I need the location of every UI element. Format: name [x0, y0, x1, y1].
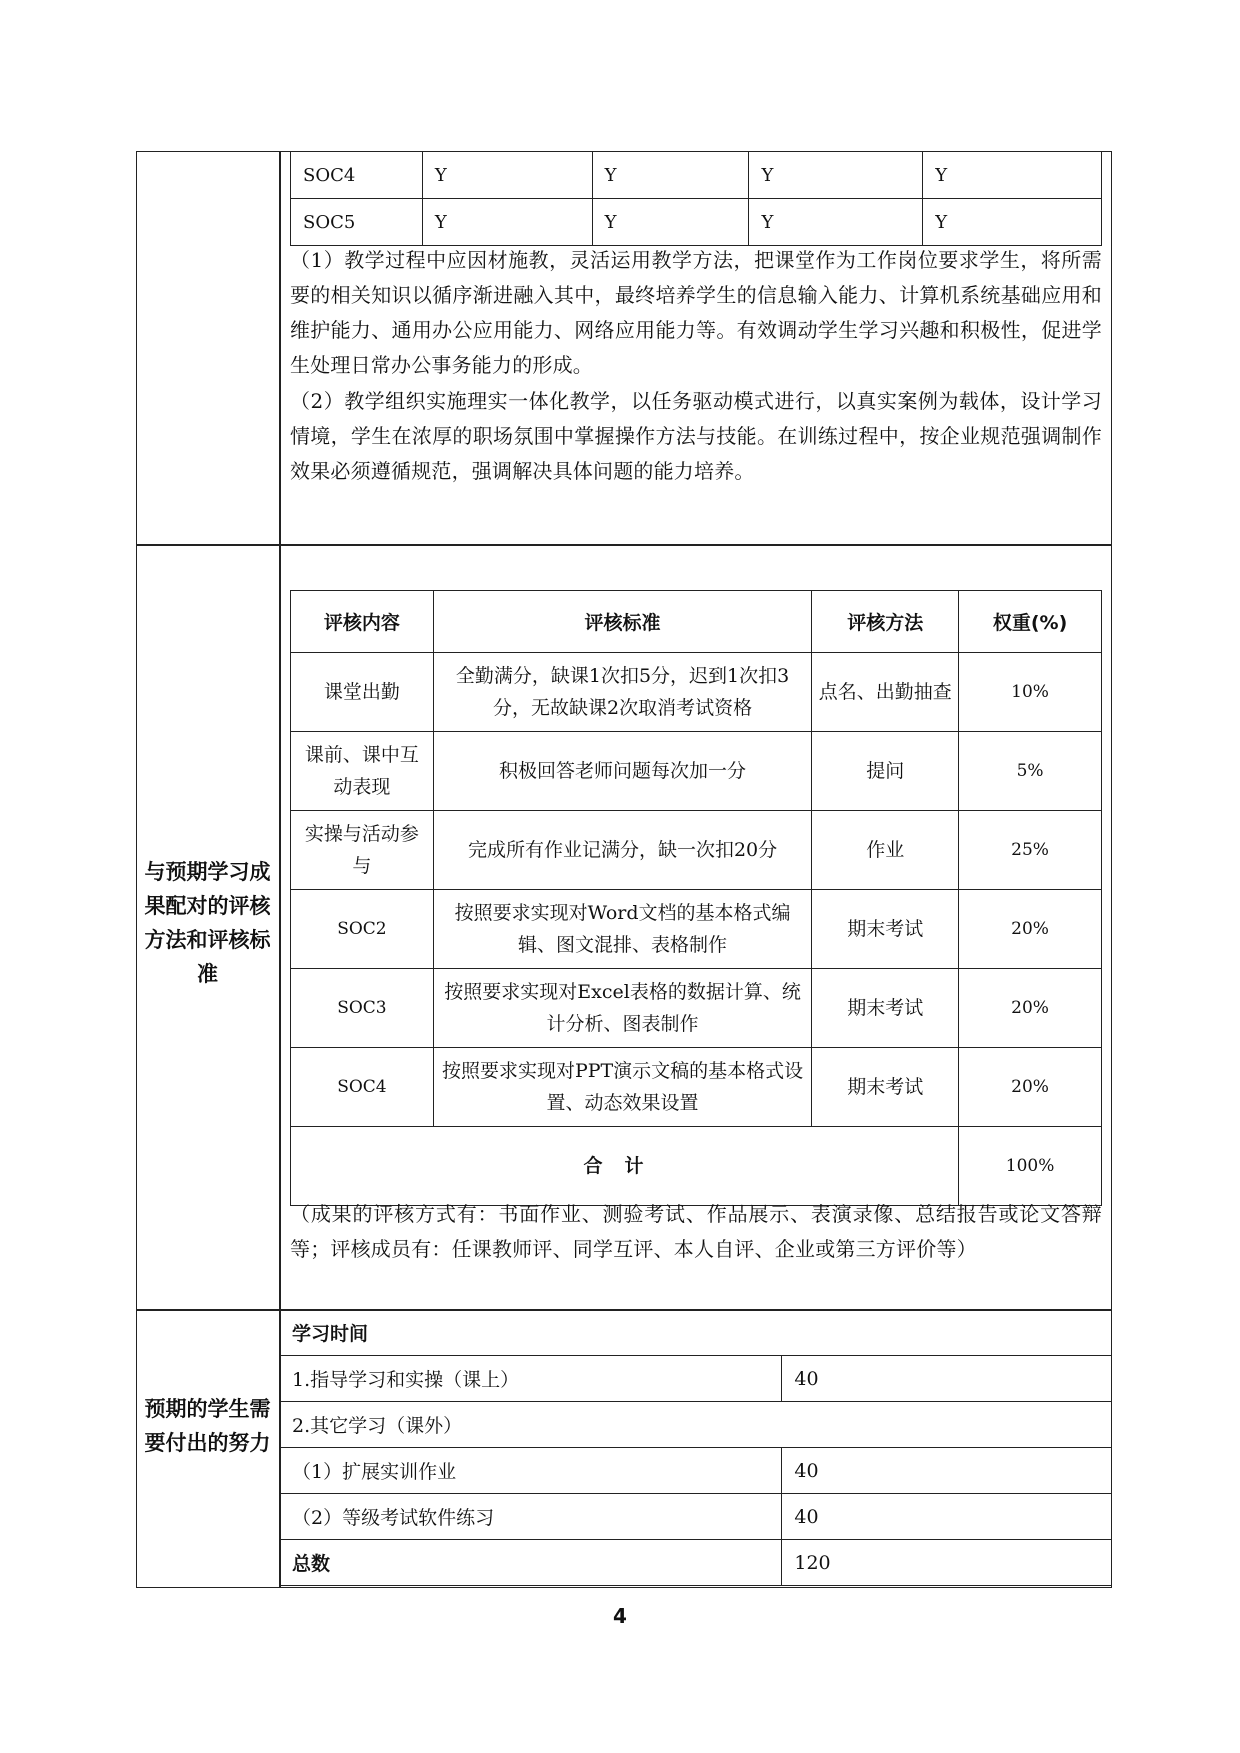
soc-label: SOC5 — [291, 199, 423, 246]
table-row — [280, 1310, 1112, 1356]
table-total-row — [280, 1540, 1112, 1586]
effort-table — [279, 1309, 1112, 1586]
effort-label: （1）扩展实训作业 — [280, 1448, 782, 1494]
assessment-weight: 5% — [959, 732, 1102, 811]
assessment-table — [290, 590, 1102, 1206]
table-total-row — [291, 1127, 1102, 1206]
column-header: 评核方法 — [812, 591, 959, 653]
soc-cell: Y — [749, 199, 923, 246]
table-row — [291, 1048, 1102, 1127]
total-value: 100% — [959, 1127, 1102, 1206]
teaching-paragraph-2: （2）教学组织实施理实一体化教学，以任务驱动模式进行，以真实案例为载体，设计学习情境，学生在浓厚的职场氛围中掌握操作方法与技能。在训练过程中，按企业规范强调制作效果必须遵循规范，强调解决具体问题的能力培养。 — [290, 389, 1102, 483]
effort-title: 学习时间 — [280, 1310, 1112, 1356]
column-header: 评核标准 — [433, 591, 811, 653]
assessment-content: SOC2 — [291, 890, 434, 969]
assessment-method: 作业 — [812, 811, 959, 890]
teaching-paragraph-1: （1）教学过程中应因材施教，灵活运用教学方法，把课堂作为工作岗位要求学生，将所需要的相关知识以循序渐进融入其中，最终培养学生的信息输入能力、计算机系统基础应用和维护能力、通用办公应用能力、网络应用能力等。有效调动学生学习兴趣和积极性，促进学生处理日常办公事务能力的形成。 — [290, 248, 1102, 377]
assessment-content: 课堂出勤 — [291, 653, 434, 732]
table-header-row — [291, 591, 1102, 653]
table-row — [280, 1448, 1112, 1494]
effort-label: （2）等级考试软件练习 — [280, 1494, 782, 1540]
table-row — [291, 199, 1102, 246]
table-row — [291, 890, 1102, 969]
soc-cell: Y — [592, 199, 749, 246]
assessment-weight: 20% — [959, 1048, 1102, 1127]
soc-table — [290, 151, 1102, 246]
column-header: 权重(%) — [959, 591, 1102, 653]
table-row — [280, 1402, 1112, 1448]
assessment-standard: 完成所有作业记满分，缺一次扣20分 — [433, 811, 811, 890]
effort-value: 40 — [782, 1494, 1112, 1540]
assessment-method: 提问 — [812, 732, 959, 811]
effort-total-value: 120 — [782, 1540, 1112, 1586]
effort-section-label: 预期的学生需要付出的努力 — [144, 1397, 271, 1455]
assessment-standard: 积极回答老师问题每次加一分 — [433, 732, 811, 811]
row-divider — [136, 544, 1112, 546]
effort-value: 40 — [782, 1356, 1112, 1402]
assessment-weight: 25% — [959, 811, 1102, 890]
soc-cell: Y — [592, 152, 749, 199]
assessment-standard: 按照要求实现对PPT演示文稿的基本格式设置、动态效果设置 — [433, 1048, 811, 1127]
assessment-note: （成果的评核方式有：书面作业、测验考试、作品展示、表演录像、总结报告或论文答辩等；评核成员有：任课教师评、同学互评、本人自评、企业或第三方评价等） — [290, 1202, 1102, 1261]
assessment-weight: 20% — [959, 890, 1102, 969]
assessment-standard: 按照要求实现对Excel表格的数据计算、统计分析、图表制作 — [433, 969, 811, 1048]
assessment-method: 期末考试 — [812, 890, 959, 969]
soc-cell: Y — [422, 152, 592, 199]
assessment-weight: 10% — [959, 653, 1102, 732]
total-label: 合计 — [291, 1127, 959, 1206]
table-row — [291, 653, 1102, 732]
table-row — [291, 811, 1102, 890]
effort-label: 2.其它学习（课外） — [280, 1402, 1112, 1448]
table-row — [280, 1494, 1112, 1540]
table-row — [280, 1356, 1112, 1402]
assessment-standard: 全勤满分，缺课1次扣5分，迟到1次扣3分，无故缺课2次取消考试资格 — [433, 653, 811, 732]
effort-label: 1.指导学习和实操（课上） — [280, 1356, 782, 1402]
table-row — [291, 732, 1102, 811]
page-number: 4 — [613, 1604, 627, 1628]
assessment-section-label: 与预期学习成果配对的评核方法和评核标准 — [144, 860, 271, 986]
assessment-content: 实操与活动参与 — [291, 811, 434, 890]
table-row — [291, 969, 1102, 1048]
assessment-content: SOC3 — [291, 969, 434, 1048]
soc-cell: Y — [923, 152, 1102, 199]
column-header: 评核内容 — [291, 591, 434, 653]
assessment-content: 课前、课中互动表现 — [291, 732, 434, 811]
table-row — [291, 152, 1102, 199]
effort-total-label: 总数 — [280, 1540, 782, 1586]
assessment-content: SOC4 — [291, 1048, 434, 1127]
effort-value: 40 — [782, 1448, 1112, 1494]
soc-cell: Y — [422, 199, 592, 246]
soc-label: SOC4 — [291, 152, 423, 199]
assessment-method: 期末考试 — [812, 969, 959, 1048]
assessment-standard: 按照要求实现对Word文档的基本格式编辑、图文混排、表格制作 — [433, 890, 811, 969]
soc-cell: Y — [923, 199, 1102, 246]
soc-cell: Y — [749, 152, 923, 199]
assessment-method: 期末考试 — [812, 1048, 959, 1127]
assessment-method: 点名、出勤抽查 — [812, 653, 959, 732]
assessment-weight: 20% — [959, 969, 1102, 1048]
